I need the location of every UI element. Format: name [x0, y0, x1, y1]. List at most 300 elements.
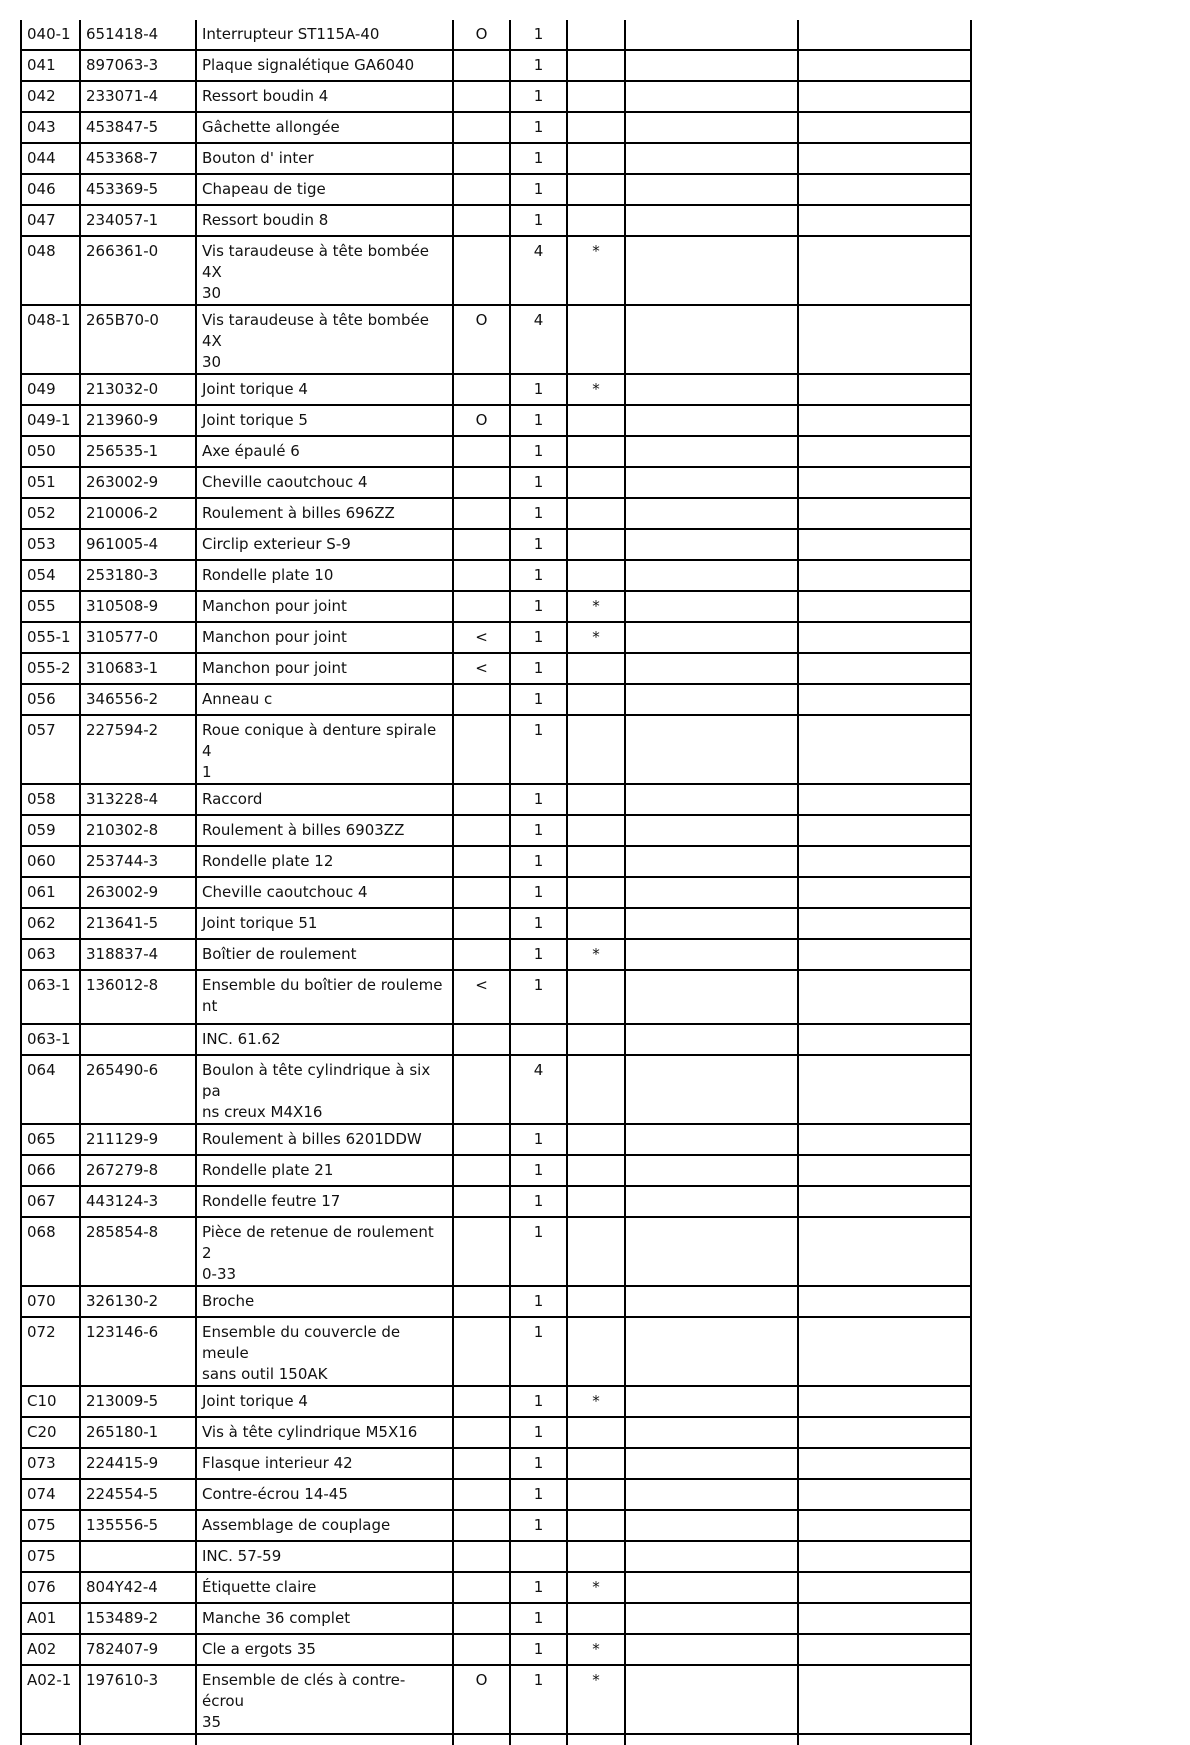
part-number-cell: 040-1	[21, 20, 80, 50]
reference-code-cell: 266361-0	[80, 236, 196, 305]
quantity-cell: 1	[510, 1634, 567, 1665]
note-cell	[453, 1124, 510, 1155]
description-cell: Étiquette claire	[196, 1572, 453, 1603]
table-row	[21, 1603, 971, 1634]
table-row	[21, 20, 971, 50]
part-number-cell: 050	[21, 436, 80, 467]
quantity-cell	[510, 1541, 567, 1572]
reference-code-cell: 224415-9	[80, 1448, 196, 1479]
marker-cell	[567, 20, 625, 50]
description-cell: Manche 36 complet	[196, 1603, 453, 1634]
blank-cell	[798, 1024, 971, 1055]
description-cell: Anneau c	[196, 684, 453, 715]
parts-list-sheet	[20, 20, 972, 1745]
table-row	[21, 784, 971, 815]
blank-cell	[625, 1286, 798, 1317]
part-number-cell: 064	[21, 1055, 80, 1124]
blank-cell	[625, 653, 798, 684]
marker-cell	[567, 1479, 625, 1510]
marker-cell	[567, 143, 625, 174]
table-row	[21, 1386, 971, 1417]
quantity-cell: 1	[510, 529, 567, 560]
table-row	[21, 970, 971, 1024]
reference-code-cell	[80, 1024, 196, 1055]
blank-cell	[625, 498, 798, 529]
description-cell: Pièce de retenue de roulement 2 0-33	[196, 1217, 453, 1286]
description-cell: Axe épaulé 6	[196, 436, 453, 467]
table-row	[21, 1572, 971, 1603]
description-cell: Boulon à tête cylindrique à six pa ns creux M4X16	[196, 1055, 453, 1124]
table-row	[21, 436, 971, 467]
note-cell	[453, 1217, 510, 1286]
blank-cell	[798, 498, 971, 529]
description-cell: Joint torique 4	[196, 374, 453, 405]
marker-cell	[567, 970, 625, 1024]
blank-cell	[798, 560, 971, 591]
quantity-cell: 1	[510, 1417, 567, 1448]
parts-table	[20, 20, 972, 1745]
part-number-cell: 066	[21, 1155, 80, 1186]
blank-cell	[625, 1186, 798, 1217]
blank-cell	[798, 467, 971, 498]
quantity-cell: 1	[510, 1186, 567, 1217]
description-cell: Roulement à billes 6201DDW	[196, 1124, 453, 1155]
part-number-cell: 054	[21, 560, 80, 591]
part-number-cell: 048	[21, 236, 80, 305]
blank-cell	[798, 622, 971, 653]
marker-cell	[567, 815, 625, 846]
description-cell: Interrupteur ST115A-40	[196, 20, 453, 50]
reference-code-cell: 804Y42-4	[80, 1572, 196, 1603]
note-cell	[453, 715, 510, 784]
reference-code-cell: 136012-8	[80, 970, 196, 1024]
part-number-cell: 062	[21, 908, 80, 939]
blank-cell	[625, 529, 798, 560]
table-row	[21, 467, 971, 498]
reference-code-cell: 346556-2	[80, 684, 196, 715]
note-cell	[453, 684, 510, 715]
blank-cell	[625, 846, 798, 877]
reference-code-cell: 285854-8	[80, 1217, 196, 1286]
description-cell: Rondelle feutre 17	[196, 1186, 453, 1217]
note-cell: O	[453, 305, 510, 374]
part-number-cell: 076	[21, 1572, 80, 1603]
blank-cell	[625, 591, 798, 622]
reference-code-cell: 227594-2	[80, 715, 196, 784]
description-cell: Boîtier de roulement	[196, 939, 453, 970]
description-cell: Joint torique 4	[196, 1386, 453, 1417]
quantity-cell: 1	[510, 877, 567, 908]
blank-cell	[798, 653, 971, 684]
blank-cell	[798, 970, 971, 1024]
description-cell: Ensemble du boîtier de rouleme nt	[196, 970, 453, 1024]
part-number-cell: 063-1	[21, 1024, 80, 1055]
reference-code-cell: 313228-4	[80, 784, 196, 815]
blank-cell	[625, 1603, 798, 1634]
blank-cell	[798, 1417, 971, 1448]
quantity-cell: 1	[510, 622, 567, 653]
marker-cell: *	[567, 1572, 625, 1603]
table-row	[21, 815, 971, 846]
table-row	[21, 529, 971, 560]
quantity-cell: 1	[510, 653, 567, 684]
description-cell: Plaque signalétique GA6040	[196, 50, 453, 81]
quantity-cell: 1	[510, 1572, 567, 1603]
blank-cell	[798, 143, 971, 174]
note-cell	[453, 1386, 510, 1417]
marker-cell	[567, 653, 625, 684]
continuation-cell	[80, 1734, 196, 1745]
reference-code-cell: 651418-4	[80, 20, 196, 50]
blank-cell	[798, 908, 971, 939]
quantity-cell: 1	[510, 1448, 567, 1479]
blank-cell	[798, 1186, 971, 1217]
part-number-cell: 074	[21, 1479, 80, 1510]
blank-cell	[798, 1510, 971, 1541]
reference-code-cell: 318837-4	[80, 939, 196, 970]
marker-cell: *	[567, 1665, 625, 1734]
marker-cell	[567, 1417, 625, 1448]
part-number-cell: 058	[21, 784, 80, 815]
note-cell	[453, 1286, 510, 1317]
blank-cell	[798, 1448, 971, 1479]
quantity-cell: 1	[510, 784, 567, 815]
note-cell	[453, 50, 510, 81]
blank-cell	[625, 1055, 798, 1124]
note-cell	[453, 1155, 510, 1186]
blank-cell	[625, 50, 798, 81]
note-cell: O	[453, 20, 510, 50]
blank-cell	[625, 1024, 798, 1055]
table-row	[21, 112, 971, 143]
part-number-cell: 055-1	[21, 622, 80, 653]
marker-cell	[567, 1155, 625, 1186]
quantity-cell: 1	[510, 908, 567, 939]
description-cell: Roulement à billes 6903ZZ	[196, 815, 453, 846]
part-number-cell: C10	[21, 1386, 80, 1417]
marker-cell	[567, 1448, 625, 1479]
marker-cell	[567, 205, 625, 236]
marker-cell	[567, 81, 625, 112]
description-cell: Cheville caoutchouc 4	[196, 467, 453, 498]
part-number-cell: 043	[21, 112, 80, 143]
note-cell	[453, 374, 510, 405]
reference-code-cell: 265B70-0	[80, 305, 196, 374]
table-row	[21, 143, 971, 174]
blank-cell	[798, 1634, 971, 1665]
table-row	[21, 1024, 971, 1055]
note-cell: O	[453, 1665, 510, 1734]
blank-cell	[625, 81, 798, 112]
quantity-cell: 1	[510, 436, 567, 467]
table-row	[21, 50, 971, 81]
blank-cell	[798, 939, 971, 970]
part-number-cell: 072	[21, 1317, 80, 1386]
marker-cell	[567, 715, 625, 784]
marker-cell: *	[567, 939, 625, 970]
table-row	[21, 908, 971, 939]
table-row	[21, 236, 971, 305]
table-row	[21, 1634, 971, 1665]
marker-cell	[567, 560, 625, 591]
blank-cell	[625, 1417, 798, 1448]
quantity-cell: 1	[510, 1217, 567, 1286]
blank-cell	[625, 908, 798, 939]
marker-cell: *	[567, 374, 625, 405]
reference-code-cell: 123146-6	[80, 1317, 196, 1386]
reference-code-cell: 253180-3	[80, 560, 196, 591]
blank-cell	[625, 143, 798, 174]
part-number-cell: 070	[21, 1286, 80, 1317]
continuation-cell	[567, 1734, 625, 1745]
part-number-cell: 059	[21, 815, 80, 846]
note-cell	[453, 784, 510, 815]
quantity-cell: 1	[510, 20, 567, 50]
reference-code-cell: 213032-0	[80, 374, 196, 405]
part-number-cell: 049	[21, 374, 80, 405]
continuation-cell	[196, 1734, 453, 1745]
reference-code-cell: 453369-5	[80, 174, 196, 205]
table-row	[21, 877, 971, 908]
description-cell: Ensemble du couvercle de meule sans outil 150AK	[196, 1317, 453, 1386]
table-row	[21, 1124, 971, 1155]
part-number-cell: 073	[21, 1448, 80, 1479]
reference-code-cell: 211129-9	[80, 1124, 196, 1155]
quantity-cell: 1	[510, 205, 567, 236]
table-row	[21, 1417, 971, 1448]
blank-cell	[625, 305, 798, 374]
reference-code-cell: 213641-5	[80, 908, 196, 939]
quantity-cell: 1	[510, 498, 567, 529]
marker-cell	[567, 436, 625, 467]
blank-cell	[625, 236, 798, 305]
quantity-cell: 1	[510, 81, 567, 112]
blank-cell	[798, 529, 971, 560]
reference-code-cell: 263002-9	[80, 877, 196, 908]
table-row	[21, 560, 971, 591]
reference-code-cell: 213009-5	[80, 1386, 196, 1417]
reference-code-cell: 326130-2	[80, 1286, 196, 1317]
part-number-cell: C20	[21, 1417, 80, 1448]
blank-cell	[798, 405, 971, 436]
note-cell	[453, 467, 510, 498]
reference-code-cell: 265180-1	[80, 1417, 196, 1448]
reference-code-cell: 782407-9	[80, 1634, 196, 1665]
reference-code-cell: 210006-2	[80, 498, 196, 529]
quantity-cell: 1	[510, 50, 567, 81]
part-number-cell: 063-1	[21, 970, 80, 1024]
reference-code-cell: 153489-2	[80, 1603, 196, 1634]
quantity-cell: 1	[510, 591, 567, 622]
blank-cell	[798, 81, 971, 112]
part-number-cell: 053	[21, 529, 80, 560]
description-cell: Flasque interieur 42	[196, 1448, 453, 1479]
marker-cell	[567, 305, 625, 374]
quantity-cell: 1	[510, 174, 567, 205]
table-row	[21, 405, 971, 436]
description-cell: Vis à tête cylindrique M5X16	[196, 1417, 453, 1448]
blank-cell	[798, 1155, 971, 1186]
quantity-cell: 1	[510, 1665, 567, 1734]
blank-cell	[798, 1055, 971, 1124]
marker-cell	[567, 112, 625, 143]
marker-cell	[567, 784, 625, 815]
reference-code-cell: 224554-5	[80, 1479, 196, 1510]
part-number-cell: 052	[21, 498, 80, 529]
blank-cell	[798, 684, 971, 715]
table-row	[21, 622, 971, 653]
quantity-cell: 1	[510, 715, 567, 784]
reference-code-cell: 263002-9	[80, 467, 196, 498]
description-cell: Roulement à billes 696ZZ	[196, 498, 453, 529]
note-cell	[453, 1541, 510, 1572]
note-cell	[453, 143, 510, 174]
note-cell: O	[453, 405, 510, 436]
quantity-cell: 1	[510, 1386, 567, 1417]
blank-cell	[798, 1217, 971, 1286]
reference-code-cell: 310683-1	[80, 653, 196, 684]
blank-cell	[798, 205, 971, 236]
note-cell	[453, 1634, 510, 1665]
part-number-cell: 067	[21, 1186, 80, 1217]
part-number-cell: 042	[21, 81, 80, 112]
marker-cell: *	[567, 236, 625, 305]
quantity-cell: 1	[510, 815, 567, 846]
reference-code-cell: 453847-5	[80, 112, 196, 143]
blank-cell	[798, 1572, 971, 1603]
reference-code-cell: 453368-7	[80, 143, 196, 174]
table-row	[21, 684, 971, 715]
marker-cell	[567, 1186, 625, 1217]
reference-code-cell: 961005-4	[80, 529, 196, 560]
part-number-cell: 055-2	[21, 653, 80, 684]
marker-cell	[567, 498, 625, 529]
part-number-cell: A02	[21, 1634, 80, 1665]
continuation-cell	[625, 1734, 798, 1745]
note-cell	[453, 939, 510, 970]
blank-cell	[798, 236, 971, 305]
description-cell: Joint torique 51	[196, 908, 453, 939]
blank-cell	[625, 1634, 798, 1665]
note-cell	[453, 498, 510, 529]
part-number-cell: A02-1	[21, 1665, 80, 1734]
blank-cell	[625, 112, 798, 143]
blank-cell	[625, 784, 798, 815]
reference-code-cell: 256535-1	[80, 436, 196, 467]
part-number-cell: 044	[21, 143, 80, 174]
table-row	[21, 1186, 971, 1217]
blank-cell	[625, 1155, 798, 1186]
description-cell: Ensemble de clés à contre-écrou 35	[196, 1665, 453, 1734]
description-cell: Bouton d' inter	[196, 143, 453, 174]
marker-cell	[567, 1603, 625, 1634]
blank-cell	[798, 1286, 971, 1317]
description-cell: Ressort boudin 8	[196, 205, 453, 236]
blank-cell	[625, 436, 798, 467]
quantity-cell	[510, 1024, 567, 1055]
part-number-cell: 061	[21, 877, 80, 908]
blank-cell	[625, 1665, 798, 1734]
reference-code-cell: 897063-3	[80, 50, 196, 81]
note-cell	[453, 1186, 510, 1217]
table-row	[21, 1665, 971, 1734]
blank-cell	[798, 1124, 971, 1155]
blank-cell	[798, 877, 971, 908]
part-number-cell: A01	[21, 1603, 80, 1634]
marker-cell	[567, 877, 625, 908]
table-row	[21, 305, 971, 374]
note-cell: <	[453, 653, 510, 684]
description-cell: Manchon pour joint	[196, 653, 453, 684]
description-cell: Cle a ergots 35	[196, 1634, 453, 1665]
marker-cell	[567, 1286, 625, 1317]
quantity-cell: 1	[510, 939, 567, 970]
quantity-cell: 1	[510, 467, 567, 498]
blank-cell	[798, 305, 971, 374]
quantity-cell: 1	[510, 1603, 567, 1634]
blank-cell	[625, 174, 798, 205]
table-row	[21, 1055, 971, 1124]
table-row	[21, 205, 971, 236]
description-cell: Cheville caoutchouc 4	[196, 877, 453, 908]
reference-code-cell: 197610-3	[80, 1665, 196, 1734]
quantity-cell: 1	[510, 143, 567, 174]
part-number-cell: 048-1	[21, 305, 80, 374]
blank-cell	[625, 970, 798, 1024]
quantity-cell: 1	[510, 1155, 567, 1186]
marker-cell	[567, 1055, 625, 1124]
reference-code-cell: 253744-3	[80, 846, 196, 877]
description-cell: Joint torique 5	[196, 405, 453, 436]
table-row	[21, 1541, 971, 1572]
note-cell	[453, 236, 510, 305]
part-number-cell: 057	[21, 715, 80, 784]
blank-cell	[798, 1317, 971, 1386]
description-cell: Rondelle plate 12	[196, 846, 453, 877]
blank-cell	[798, 784, 971, 815]
reference-code-cell: 310508-9	[80, 591, 196, 622]
note-cell	[453, 846, 510, 877]
blank-cell	[625, 684, 798, 715]
quantity-cell: 1	[510, 846, 567, 877]
note-cell	[453, 1055, 510, 1124]
blank-cell	[798, 1603, 971, 1634]
description-cell: Assemblage de couplage	[196, 1510, 453, 1541]
table-row	[21, 846, 971, 877]
blank-cell	[798, 846, 971, 877]
quantity-cell: 1	[510, 374, 567, 405]
marker-cell	[567, 684, 625, 715]
blank-cell	[625, 374, 798, 405]
part-number-cell: 051	[21, 467, 80, 498]
blank-cell	[798, 20, 971, 50]
continuation-cell	[798, 1734, 971, 1745]
reference-code-cell	[80, 1541, 196, 1572]
table-row	[21, 174, 971, 205]
description-cell: Rondelle plate 21	[196, 1155, 453, 1186]
marker-cell	[567, 846, 625, 877]
reference-code-cell: 135556-5	[80, 1510, 196, 1541]
quantity-cell: 4	[510, 236, 567, 305]
continuation-cell	[21, 1734, 80, 1745]
quantity-cell: 1	[510, 684, 567, 715]
reference-code-cell: 210302-8	[80, 815, 196, 846]
blank-cell	[798, 1665, 971, 1734]
note-cell	[453, 1317, 510, 1386]
description-cell: Broche	[196, 1286, 453, 1317]
blank-cell	[798, 374, 971, 405]
blank-cell	[625, 205, 798, 236]
